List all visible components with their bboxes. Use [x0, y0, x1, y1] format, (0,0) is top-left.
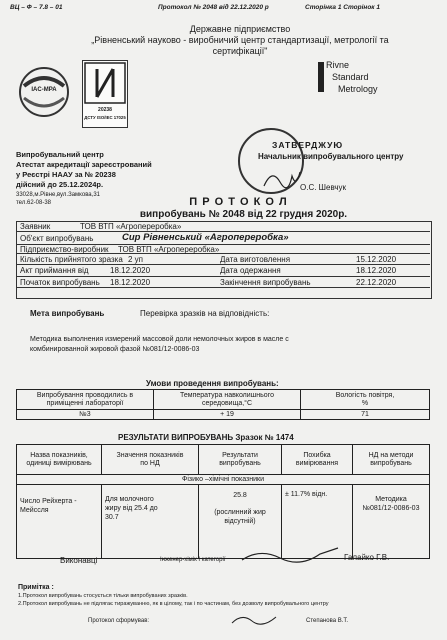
note-title: Примітка :	[18, 584, 54, 591]
method-line-1: Методика выполнения измерений массовой доли немолочных жиров в масле с	[30, 336, 289, 343]
received-date-label: Дата одержання	[220, 266, 281, 275]
results-table	[16, 444, 430, 559]
form-code: ВЦ – Ф – 7.8 – 01	[10, 4, 63, 11]
results-indicator-name: Число Рейхерта - Мейссля	[17, 485, 102, 559]
note-line-1: 1.Протокол випробувань стосується тільки випробуваних зразків.	[18, 593, 188, 599]
formed-by-name: Степанова В.Т.	[306, 618, 349, 624]
executors-label: Виконавці	[60, 556, 98, 565]
object-value: Сир Рівненський «Агропереробка»	[122, 232, 289, 243]
conditions-room: №3	[17, 410, 154, 420]
protocol-reference: Протокол № 2048 від 22.12.2020 р	[158, 4, 269, 11]
org-line-1: Державне підприємство	[189, 24, 291, 34]
executor-name: Галайко Г.В.	[344, 553, 390, 562]
approve-title: ЗАТВЕРДЖУЮ	[272, 140, 344, 150]
accreditation-logo	[82, 60, 128, 128]
made-date-label: Дата виготовлення	[220, 255, 291, 264]
applicant-label: Заявник	[20, 222, 51, 231]
received-date-value: 18.12.2020	[356, 266, 397, 275]
brand-standard: Standard	[332, 72, 369, 82]
conditions-header-room: Випробування проводились в приміщенні лабораторії	[17, 390, 154, 410]
quantity-label: Кількість прийнятого зразка	[20, 255, 123, 264]
accreditation-number: 20238	[98, 107, 112, 113]
applicant-value: ТОВ ВТП «Агропереробка»	[80, 222, 182, 231]
end-date-label: Закінчення випробувань	[220, 278, 311, 287]
start-date-value: 18.12.2020	[110, 278, 151, 287]
results-section: Фізико –хімічні показники	[17, 475, 430, 485]
org-line-3: сертифікації"	[212, 46, 268, 56]
quantity-value: 2 уп	[128, 255, 144, 264]
executor-role: Інженер-хімік І категорії	[160, 557, 226, 563]
protocol-subtitle: випробувань № 2048 від 22 грудня 2020р.	[139, 209, 348, 220]
results-header-norm: Значення показників по НД	[102, 445, 199, 475]
acceptance-value: 18.12.2020	[110, 266, 151, 275]
formed-signature-icon	[230, 611, 280, 632]
results-title: РЕЗУЛЬТАТИ ВИПРОБУВАНЬ Зразок № 1474	[118, 433, 294, 442]
approve-name: О.С. Шевчук	[300, 183, 347, 192]
results-norm-value: Для молочного жиру від 25.4 до 30.7	[102, 485, 199, 559]
results-header-method: НД на методи випробувань	[353, 445, 430, 475]
start-date-label: Початок випробувань	[20, 278, 100, 287]
maker-label: Підприємство-виробник	[20, 245, 109, 254]
org-line-2: „Рівненський науково - виробничий центр стандартизації, метрології та	[91, 35, 389, 45]
formed-by-label: Протокол сформував:	[88, 618, 150, 624]
conditions-header-temp: Температура навколишнього середовища,°С	[154, 390, 301, 410]
page-reference: Сторінка 1 Сторінок 1	[305, 4, 381, 11]
made-date-value: 15.12.2020	[356, 255, 397, 264]
iac-mra-logo-text: IAC-MPA	[31, 87, 57, 93]
center-line-4: дійсний до 25.12.2024р.	[16, 180, 104, 189]
center-line-1: Випробувальний центр	[16, 150, 104, 159]
note-line-2: 2.Протокол випробувань не підлягає тиражуванню, як в цілому, так і по частинам, без дозволу випробувального центру	[18, 601, 329, 607]
director-signature-icon	[262, 166, 302, 199]
results-header-error: Похибка вимірювання	[282, 445, 353, 475]
conditions-humidity: 71	[301, 410, 430, 420]
acceptance-label: Акт приймання від	[20, 266, 89, 275]
iac-mra-logo	[18, 66, 70, 118]
center-line-3: у Реєстрі НААУ за № 20238	[16, 170, 116, 179]
center-line-2: Атестат акредитації зареєстрований	[16, 160, 152, 169]
conditions-temp: + 19	[154, 410, 301, 420]
conditions-table	[16, 389, 430, 420]
accreditation-standard: ДСТУ ISO/IEC 17025	[84, 115, 126, 120]
results-header-name: Назва показників, одиниці вимірювань	[17, 445, 102, 475]
results-measured-value: 25.8 (рослинний жир відсутній)	[199, 485, 282, 559]
conditions-title: Умови проведення випробувань:	[146, 379, 279, 388]
protocol-title: П Р О Т О К О Л	[189, 196, 288, 208]
method-line-2: комбинированной жировой фазой №081/12-0086-03	[30, 346, 200, 353]
brand-rivne: Rivne	[326, 60, 350, 70]
executor-signature-icon	[240, 544, 340, 571]
center-line-6: тел.62-08-38	[16, 200, 52, 206]
object-label: Об'єкт випробувань	[20, 234, 94, 243]
results-error: ± 11.7% відн.	[282, 485, 353, 559]
results-header-result: Результати випробувань	[199, 445, 282, 475]
brand-metrology: Metrology	[338, 84, 378, 94]
results-method: Методика №081/12-0086-03	[353, 485, 430, 559]
conditions-header-humidity: Вологість повітря, %	[301, 390, 430, 410]
approve-role: Начальник випробувального центру	[258, 152, 404, 161]
end-date-value: 22.12.2020	[356, 278, 397, 287]
center-line-5: 33028,м.Рівне,вул.Замкова,31	[16, 192, 100, 198]
brand-mark	[318, 62, 324, 92]
goal-label: Мета випробувань	[30, 309, 105, 318]
goal-value: Перевірка зразків на відповідність:	[140, 309, 270, 318]
testing-center-info	[16, 150, 152, 190]
maker-value: ТОВ ВТП «Агропереробка»	[118, 245, 220, 254]
